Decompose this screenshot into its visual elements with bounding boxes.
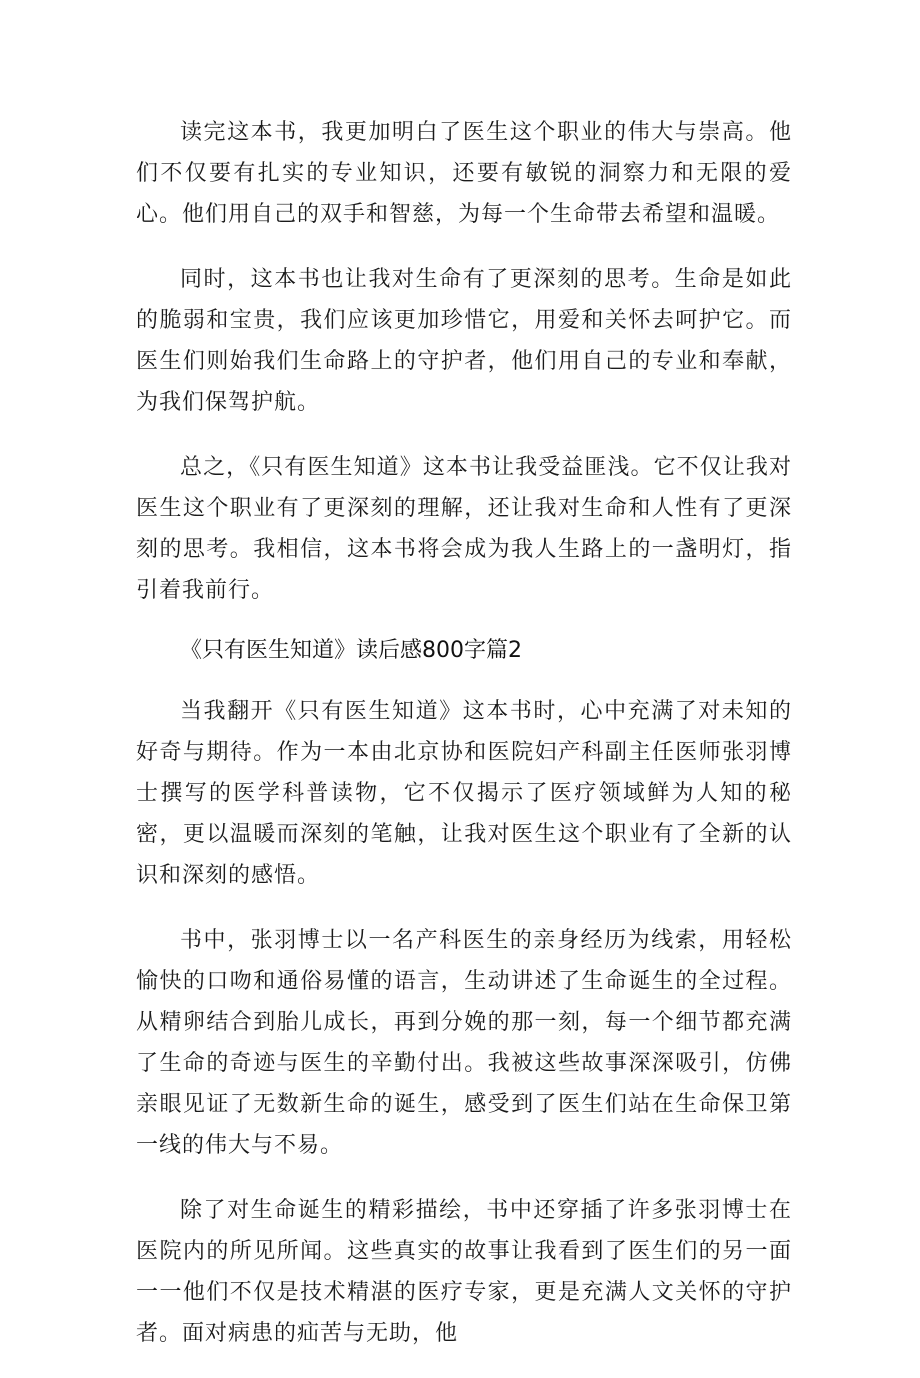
paragraph-opening-book: 当我翻开《只有医生知道》这本书时，心中充满了对未知的好奇与期待。作为一本由北京协和医院妇产科副主任医师张羽博士撰写的医学科普读物，它不仅揭示了医疗领域鲜为人知的秘密，更以温暖而深刻的笔触，让我对医生这个职业有了全新的认识和深刻的感悟。 [136,699,792,888]
section-heading: 《只有医生知道》读后感800字篇2 [180,638,522,663]
paragraph-conclusion: 总之，《只有医生知道》这本书让我受益匪浅。它不仅让我对医生这个职业有了更深刻的理解，还让我对生命和人性有了更深刻的思考。我相信，这本书将会成为我人生路上的一盏明灯，指引着我前行。 [136,455,792,603]
paragraph-hospital-stories: 除了对生命诞生的精彩描绘，书中还穿插了许多张羽博士在医院内的所见所闻。这些真实的故事让我看到了医生们的另一面一一他们不仅是技术精湛的医疗专家，更是充满人文关怀的守护者。面对病患的疝苦与无助，他 [136,1198,792,1346]
document-body [136,112,792,1378]
paragraph-life-reflection: 同时，这本书也让我对生命有了更深刻的思考。生命是如此的脆弱和宝贵，我们应该更加珍惜它，用爱和关怀去呵护它。而医生们则始我们生命路上的守护者，他们用自己的专业和奉献，为我们保驾护航。 [136,267,792,415]
paragraph-doctor-profession: 读完这本书，我更加明白了医生这个职业的伟大与崇高。他们不仅要有扎实的专业知识，还要有敏锐的洞察力和无限的爱心。他们用自己的双手和智慈，为每一个生命带去希望和温暖。 [136,120,792,227]
paragraph-birth-process: 书中，张羽博士以一名产科医生的亲身经历为线索，用轻松愉快的口吻和通俗易懂的语言，生动讲述了生命诞生的全过程。从精卵结合到胎儿成长，再到分娩的那一刻，每一个细节都充满了生命的奇迹与医生的辛勤付出。我被这些故事深深吸引，仿佛亲眼见证了无数新生命的诞生，感受到了医生们站在生命保卫第一线的伟大与不易。 [136,928,792,1158]
